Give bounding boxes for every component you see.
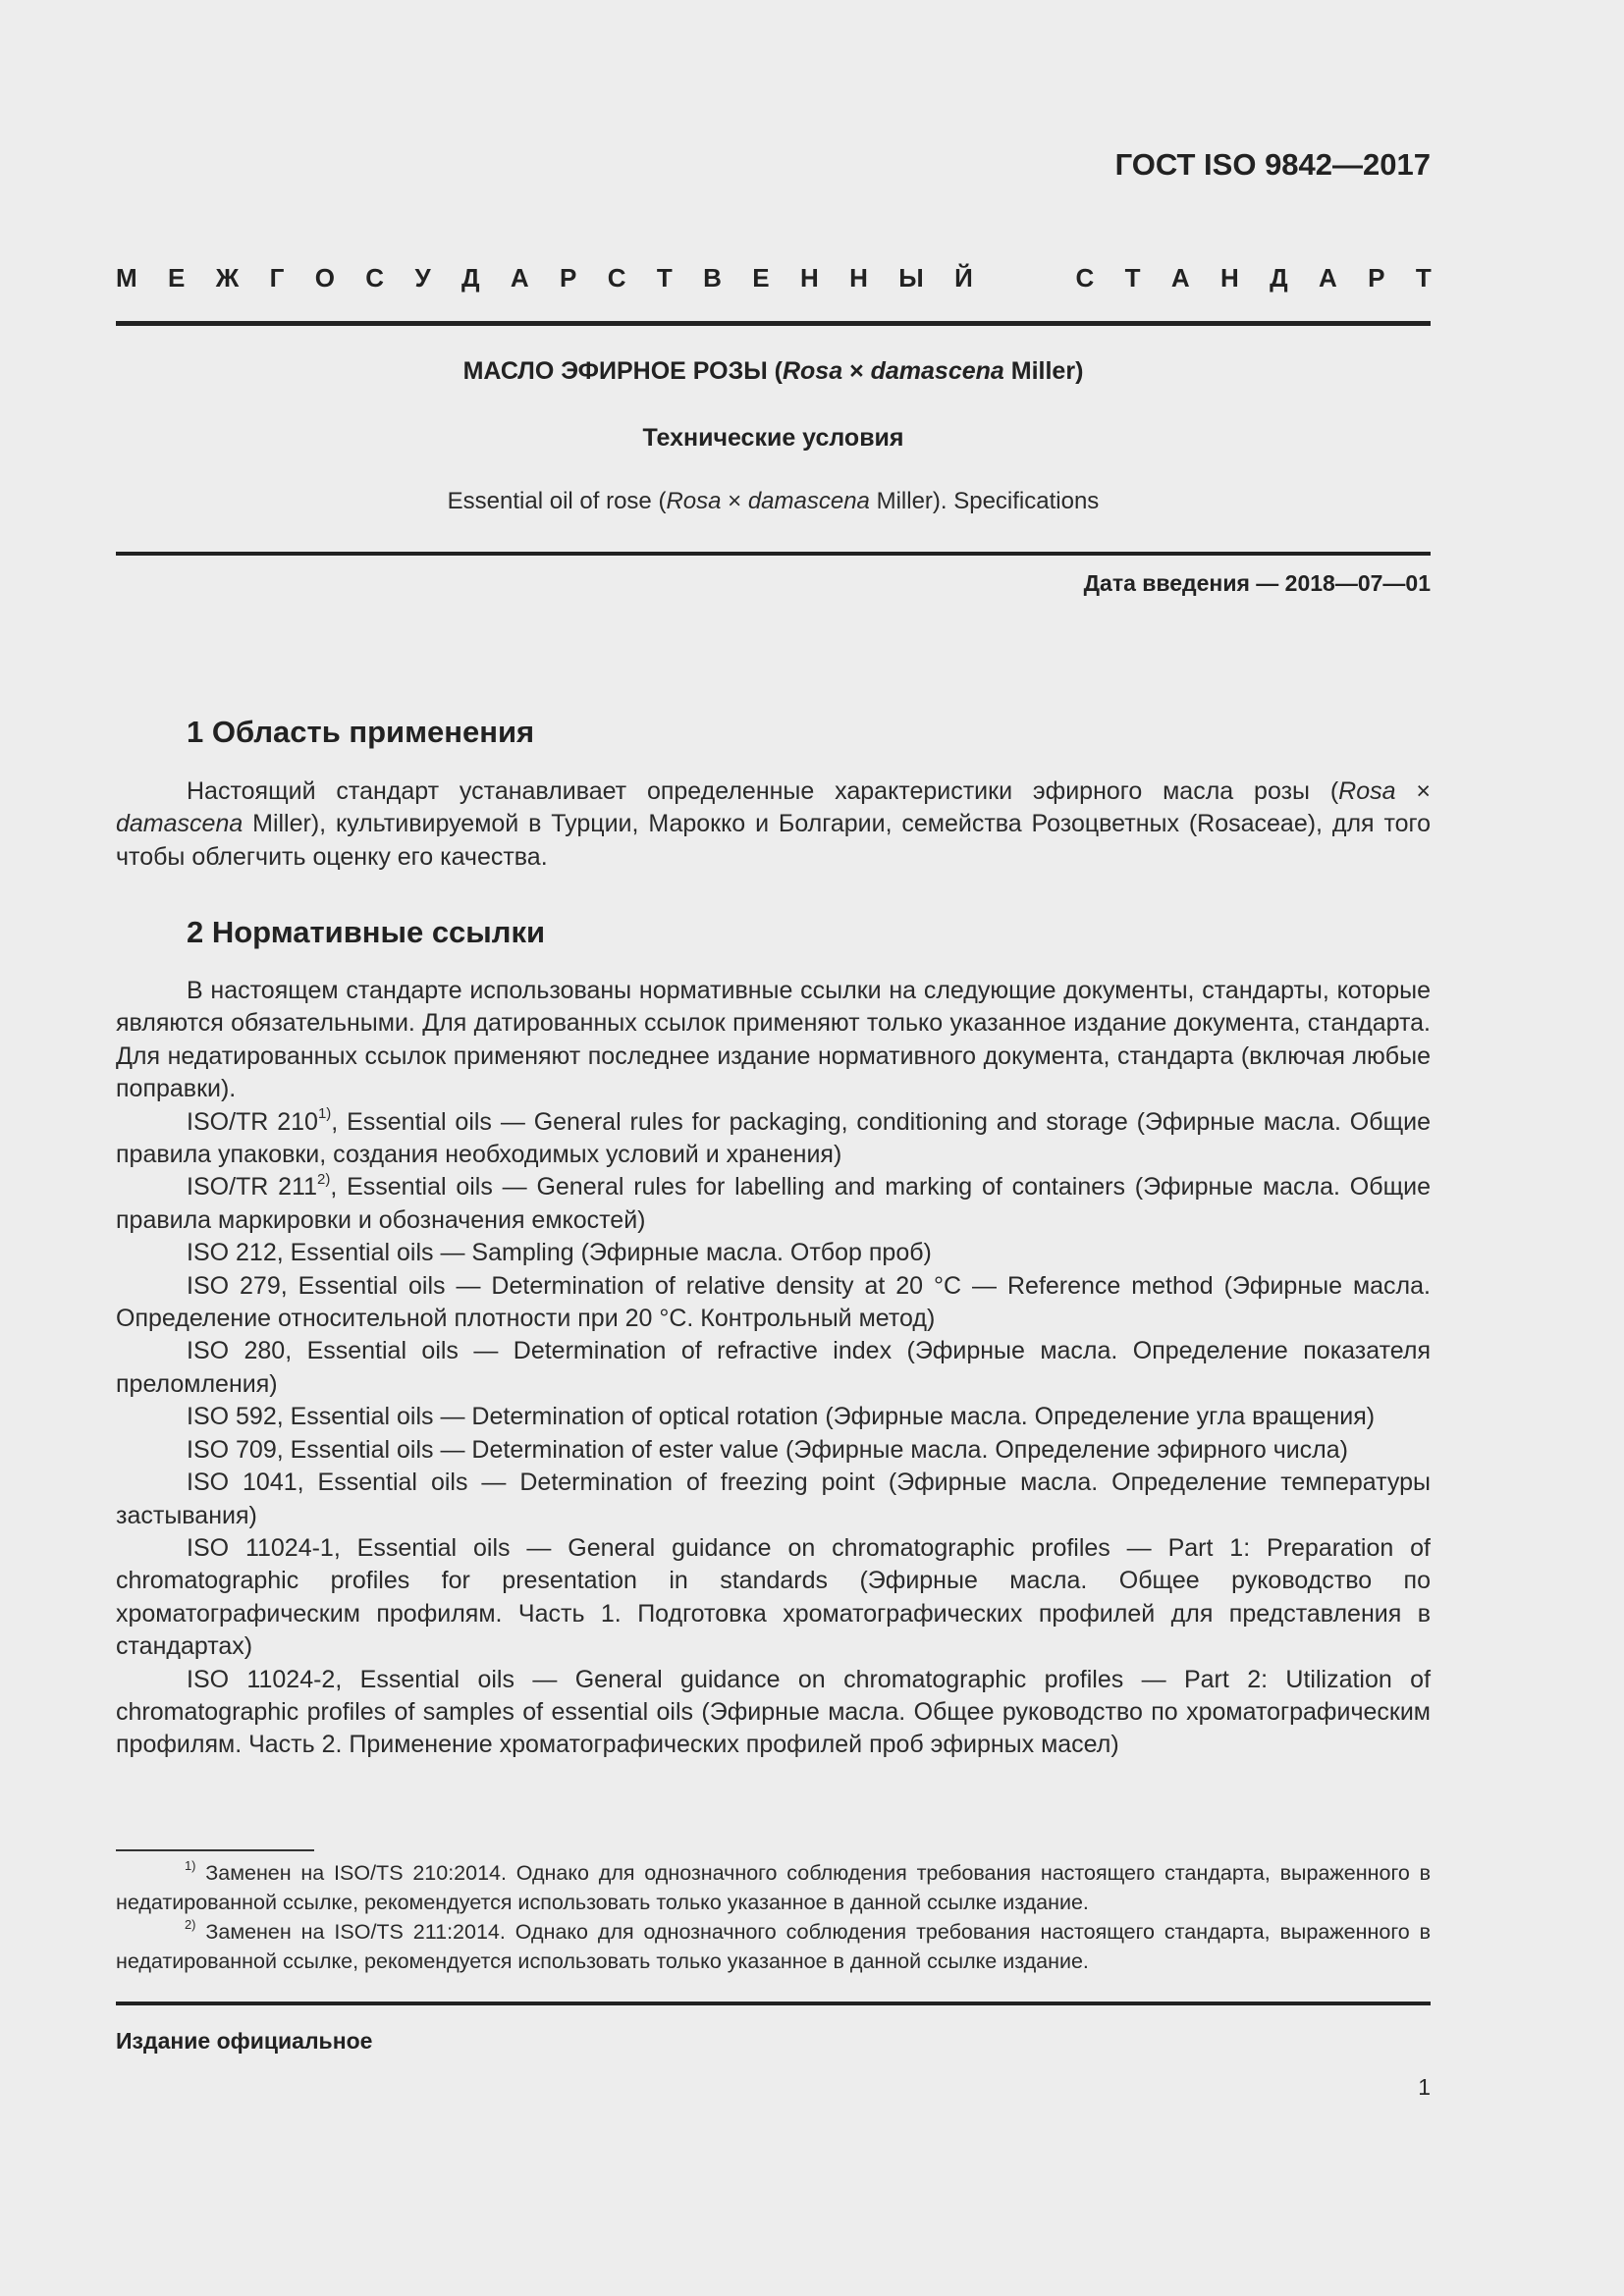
banner-letter: Е xyxy=(752,263,770,293)
footnote-marker: 2) xyxy=(317,1170,331,1188)
reference-code: ISO 592 xyxy=(187,1403,277,1431)
normative-reference-item xyxy=(116,1434,1431,1467)
official-edition: Издание официальное xyxy=(116,2028,373,2054)
footnote-text: Заменен на ISO/TS 211:2014. Однако для однозначного соблюдения требования настоящего стандарта, выраженного в недатированной ссылке, рекомендуется использовать только указанное в данной ссылке издание. xyxy=(116,1920,1431,1973)
normative-reference-item xyxy=(116,1467,1431,1532)
normative-reference-item xyxy=(116,1401,1431,1433)
section-2-heading: 2 Нормативные ссылки xyxy=(187,915,546,949)
reference-title: , Essential oils — Sampling (Эфирные масла. Отбор проб) xyxy=(276,1239,932,1267)
banner-letter: Т xyxy=(1124,263,1141,293)
banner-letter: Н xyxy=(799,263,819,293)
section-1-body xyxy=(116,775,1431,874)
interstate-standard-banner xyxy=(116,263,1432,294)
banner-letter: Р xyxy=(560,263,577,293)
reference-title: , Essential oils — Determination of refractive index (Эфирные масла. Определение показателя преломления) xyxy=(116,1337,1431,1398)
footnote-text: Заменен на ISO/TS 210:2014. Однако для однозначного соблюдения требования настоящего стандарта, выраженного в недатированной ссылке, рекомендуется использовать только указанное в данной ссылке издание. xyxy=(116,1861,1431,1914)
reference-code: ISO 11024-1 xyxy=(187,1533,334,1562)
title-ru: МАСЛО ЭФИРНОЕ РОЗЫ (Rosa × damascena Miller) xyxy=(462,357,1084,385)
normative-reference-item xyxy=(116,1664,1431,1762)
banner-letter: Й xyxy=(954,263,973,293)
banner-word-gap xyxy=(1003,263,1045,294)
reference-title: , Essential oils — General guidance on chromatographic profiles — Part 2: Utilization of chromatographic profiles of samples of essential oils (Эфирные масла. Общее руководство по хроматографическим профилям. Часть 2. Применение хроматографических профилей проб эфирных масел) xyxy=(116,1665,1432,1759)
normative-reference-item xyxy=(116,1237,1431,1269)
banner-letter: Д xyxy=(460,263,480,293)
banner-letter: Н xyxy=(1220,263,1239,293)
reference-code: ISO 709 xyxy=(187,1435,277,1464)
reference-title: , Essential oils — Determination of optical rotation (Эфирные масла. Определение угла вращения) xyxy=(276,1403,1376,1431)
footnote-item xyxy=(116,1858,1431,1917)
reference-title: , Essential oils — General guidance on chromatographic profiles — Part 1: Preparation of chromatographic profiles for presentation in standards (Эфирные масла. Общее руководство по хроматографическим профилям. Часть 1. Подготовка хроматографических профилей для представления в стандартах) xyxy=(116,1533,1432,1661)
reference-title: , Essential oils — Determination of freezing point (Эфирные масла. Определение температуры застывания) xyxy=(116,1468,1431,1529)
normative-reference-item xyxy=(116,1532,1431,1664)
banner-letter: Д xyxy=(1270,263,1288,293)
banner-letter: У xyxy=(414,263,431,293)
section-1-paragraph: Настоящий стандарт устанавливает определенные характеристики эфирного масла розы (Rosa × damascena Miller), культивируемой в Турции, Марокко и Болгарии, семейства Розоцветных (Rosaceae), для того чтобы облегчить оценку его качества. xyxy=(116,777,1431,871)
banner-letter: С xyxy=(365,263,385,293)
banner-letter: Ы xyxy=(898,263,924,293)
footnote-marker: 1) xyxy=(317,1105,332,1123)
footnote-mark: 2) xyxy=(185,1916,196,1932)
banner-letter: Ж xyxy=(215,263,240,293)
header-rule xyxy=(116,321,1431,326)
section-2-body xyxy=(116,975,1431,1762)
standard-number: ГОСТ ISO 9842—2017 xyxy=(1114,147,1431,182)
banner-letter: Г xyxy=(269,263,285,293)
banner-letter: О xyxy=(314,263,335,293)
footnote-item xyxy=(116,1917,1431,1976)
banner-letter: Н xyxy=(849,263,868,293)
banner-letter: М xyxy=(116,263,137,293)
reference-title: , Essential oils — Determination of relative density at 20 °C — Reference method (Эфирные масла. Определение относительной плотности при 20 °C. Контрольный метод) xyxy=(116,1271,1431,1333)
banner-letter: А xyxy=(1319,263,1337,293)
banner-letter: С xyxy=(1075,263,1095,293)
banner-letter: Р xyxy=(1368,263,1385,293)
normative-reference-item xyxy=(116,1171,1431,1237)
banner-letter: С xyxy=(607,263,626,293)
banner-letter: Т xyxy=(1415,263,1432,293)
banner-letter: В xyxy=(703,263,722,293)
footer-rule xyxy=(116,2002,1431,2005)
normative-references-list xyxy=(116,1106,1431,1762)
banner-letter: Т xyxy=(656,263,673,293)
footnote-separator xyxy=(116,1849,314,1851)
reference-code: ISO 280 xyxy=(187,1337,286,1365)
normative-reference-item xyxy=(116,1335,1431,1401)
normative-reference-item xyxy=(116,1106,1431,1172)
reference-title: , Essential oils — Determination of ester value (Эфирные масла. Определение эфирного числа) xyxy=(276,1435,1348,1464)
subtitle-ru: Технические условия xyxy=(642,424,904,452)
reference-code: ISO 279 xyxy=(187,1271,281,1300)
title-en: Essential oil of rose (Rosa × damascena Miller). Specifications xyxy=(447,488,1100,514)
section-1-heading: 1 Область применения xyxy=(187,715,535,749)
footnotes xyxy=(116,1858,1431,1976)
reference-code: ISO/TR 210 xyxy=(187,1107,318,1136)
reference-code: ISO 11024-2 xyxy=(187,1665,336,1693)
footnote-mark: 1) xyxy=(185,1857,196,1873)
title-rule xyxy=(116,552,1431,556)
introduction-date: Дата введения — 2018—07—01 xyxy=(1083,570,1431,596)
reference-title: , Essential oils — General rules for packaging, conditioning and storage (Эфирные масла. Общие правила упаковки, создания необходимых условий и хранения) xyxy=(116,1107,1432,1169)
reference-code: ISO 212 xyxy=(187,1239,277,1267)
banner-letter: Е xyxy=(168,263,186,293)
page-number: 1 xyxy=(1418,2074,1431,2100)
normative-reference-item xyxy=(116,1270,1431,1336)
banner-letter: А xyxy=(1170,263,1190,293)
section-2-intro: В настоящем стандарте использованы нормативные ссылки на следующие документы, стандарты, которые являются обязательными. Для датированных ссылок применяют только указанное издание документа, стандарта. Для недатированных ссылок применяют последнее издание нормативного документа, стандарта (включая любые поправки). xyxy=(116,977,1431,1103)
reference-code: ISO/TR 211 xyxy=(187,1173,317,1201)
reference-code: ISO 1041 xyxy=(187,1468,298,1497)
banner-letter: А xyxy=(510,263,529,293)
reference-title: , Essential oils — General rules for labelling and marking of containers (Эфирные масла. Общие правила маркировки и обозначения емкостей) xyxy=(116,1173,1431,1234)
